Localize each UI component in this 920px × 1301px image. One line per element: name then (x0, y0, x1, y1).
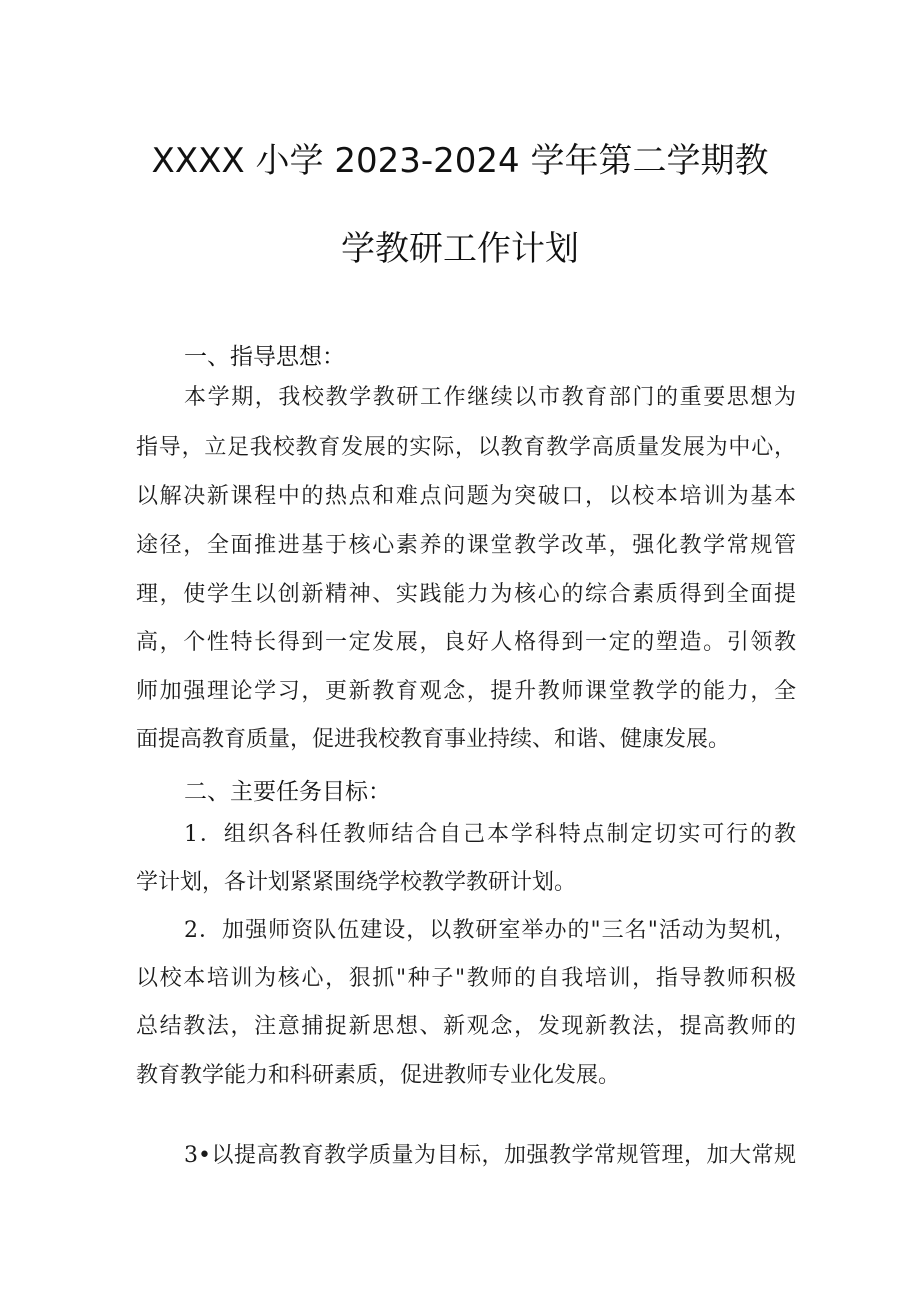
list-item-line: 教育教学能力和科研素质，促进教师专业化发展。 (136, 1063, 621, 1088)
paragraph-line: 以解决新课程中的热点和难点问题为突破口，以校本培训为基本 (136, 484, 796, 509)
list-item-line: 以校本培训为核心，狠抓"种子"教师的自我培训，指导教师积极 (136, 966, 796, 991)
section-heading-main-tasks: 二、主要任务目标： (184, 779, 391, 805)
document-title-line-2: 学教研工作计划 (341, 229, 579, 269)
paragraph-line: 途径，全面推进基于核心素养的课堂教学改革，强化教学常规管 (136, 533, 796, 558)
list-item-line: 1．组织各科任教师结合自己本学科特点制定切实可行的教 (184, 822, 796, 847)
paragraph-line: 指导，立足我校教育发展的实际，以教育教学高质量发展为中心， (136, 435, 796, 460)
paragraph-line: 本学期，我校教学教研工作继续以市教育部门的重要思想为 (184, 385, 796, 410)
list-item-line: 总结教法，注意捕捉新思想、新观念，发现新教法，提高教师的 (136, 1014, 796, 1039)
paragraph-line: 高，个性特长得到一定发展，良好人格得到一定的塑造。引领教 (136, 630, 796, 655)
list-item-line: 学计划，各计划紧紧围绕学校教学教研计划。 (136, 870, 577, 895)
document-title-line-1: XXXX 小学 2023-2024 学年第二学期教 (151, 141, 769, 181)
paragraph-line: 面提高教育质量，促进我校教育事业持续、和谐、健康发展。 (136, 727, 731, 752)
section-heading-guiding-ideology: 一、指导思想： (184, 344, 345, 370)
list-item-line: 3•以提高教育教学质量为目标，加强教学常规管理，加大常规 (184, 1143, 796, 1168)
list-item-line: 2．加强师资队伍建设，以教研室举办的"三名"活动为契机， (184, 918, 796, 943)
paragraph-line: 师加强理论学习，更新教育观念，提升教师课堂教学的能力，全 (136, 679, 796, 704)
paragraph-line: 理，使学生以创新精神、实践能力为核心的综合素质得到全面提 (136, 582, 796, 607)
